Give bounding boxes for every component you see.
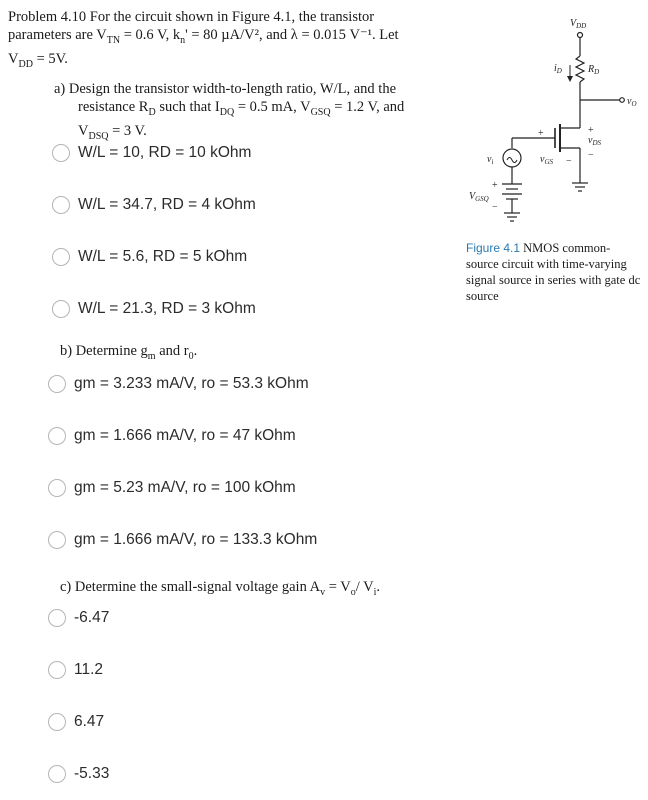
problem-text-2c: ' = 80 µA/V², and λ = 0.015 V⁻¹. Let [185, 27, 399, 43]
problem-line-3 [8, 50, 448, 74]
part-c-text-a: c) Determine the small-signal voltage gain A [60, 579, 321, 595]
figure-caption [466, 240, 641, 304]
option-label: 11.2 [74, 661, 104, 678]
part-b-option-4[interactable] [48, 531, 317, 549]
radio-button[interactable] [48, 375, 66, 393]
radio-button[interactable] [48, 661, 66, 679]
part-a-text-3b: = 3 V. [108, 122, 147, 139]
radio-button[interactable] [52, 144, 70, 162]
vdd-terminal [578, 33, 583, 38]
signal-source-vi [503, 149, 521, 167]
figure-number: Figure 4.1 [466, 241, 521, 255]
part-b-option-2[interactable] [48, 427, 296, 445]
option-label: W/L = 10, RD = 10 kOhm [78, 144, 252, 161]
part-c-text-d: . [376, 579, 381, 595]
vdsq-subscript: DSQ [88, 130, 109, 142]
part-c-option-1[interactable] [48, 609, 109, 627]
radio-button[interactable] [48, 765, 66, 783]
problem-text-2a: parameters are V [8, 27, 107, 43]
part-a-line-1: a) Design the transistor width-to-length ratio, W/L, and the [54, 81, 397, 97]
vo-terminal [620, 98, 625, 103]
part-a-option-2[interactable] [52, 196, 256, 214]
problem-statement [8, 8, 448, 74]
problem-line-2 [8, 26, 448, 50]
part-a-line-3 [54, 122, 454, 146]
part-b-text-c: . [193, 343, 198, 359]
part-a-text-2b: such that I [155, 99, 220, 115]
part-a-option-4[interactable] [52, 300, 256, 318]
vgs-label: $v_{GS}$ [540, 154, 554, 166]
option-label: -6.47 [74, 609, 110, 626]
av-subscript: v [320, 586, 326, 598]
option-label: W/L = 21.3, RD = 3 kOhm [78, 300, 256, 317]
radio-button[interactable] [48, 713, 66, 731]
part-a-text-2c: = 0.5 mA, V [234, 99, 311, 115]
option-label: 6.47 [74, 713, 105, 730]
vo-label: $v_O$ [627, 96, 637, 108]
part-a-option-3[interactable] [52, 248, 247, 266]
option-label: gm = 1.666 mA/V, ro = 133.3 kOhm [74, 531, 318, 548]
radio-button[interactable] [52, 196, 70, 214]
problem-text-2b: = 0.6 V, k [120, 27, 181, 43]
vdd-subscript: DD [18, 58, 33, 70]
option-label: -5.33 [74, 765, 110, 782]
radio-button[interactable] [52, 300, 70, 318]
vi-subscript: i [373, 586, 377, 598]
vtn-subscript: TN [106, 34, 121, 46]
vds-plus: + [588, 125, 594, 136]
vgsq-subscript: GSQ [310, 106, 331, 118]
vgs-plus: + [538, 128, 544, 139]
part-b-option-1[interactable] [48, 375, 309, 393]
part-b-question [60, 342, 197, 366]
option-label: gm = 3.233 mA/V, ro = 53.3 kOhm [74, 375, 309, 392]
idq-subscript: DQ [219, 106, 235, 118]
kn-subscript: n [180, 34, 186, 46]
part-c-text-b: = V [325, 579, 351, 595]
radio-button[interactable] [48, 609, 66, 627]
part-c-text-c: / V [355, 579, 374, 595]
vo-subscript: o [350, 586, 356, 598]
problem-text-3a: V [8, 50, 19, 67]
id-arrow [567, 76, 573, 82]
vgs-minus: − [566, 156, 572, 167]
vgsq-minus: − [492, 202, 498, 213]
part-a-line-2 [54, 98, 454, 122]
option-label: W/L = 5.6, RD = 5 kOhm [78, 248, 248, 265]
radio-button[interactable] [48, 531, 66, 549]
problem-text-1: Problem 4.10 For the circuit shown in Figure 4.1, the transistor [8, 9, 375, 25]
nmos-circuit-diagram [462, 8, 642, 233]
part-b-option-3[interactable] [48, 479, 296, 497]
part-c-option-3[interactable] [48, 713, 104, 731]
part-b-text-b: and r [155, 343, 189, 359]
rd-resistor [576, 56, 584, 82]
option-label: gm = 1.666 mA/V, ro = 47 kOhm [74, 427, 296, 444]
part-c-option-4[interactable] [48, 765, 109, 783]
vgsq-plus: + [492, 180, 498, 191]
part-a-text-2d: = 1.2 V, and [330, 99, 405, 115]
part-c-question [60, 578, 380, 602]
part-b-text-a: b) Determine g [60, 343, 148, 359]
vds-label: $v_{DS}$ [588, 135, 602, 147]
radio-button[interactable] [48, 479, 66, 497]
problem-text-3b: = 5V. [32, 50, 68, 67]
radio-button[interactable] [52, 248, 70, 266]
rd-label: $R_D$ [588, 64, 600, 76]
part-a-option-1[interactable] [52, 144, 251, 162]
gm-subscript: m [147, 350, 156, 362]
option-label: gm = 5.23 mA/V, ro = 100 kOhm [74, 479, 296, 496]
vi-label: $v_i$ [487, 154, 494, 166]
vdd-label: $V_{DD}$ [570, 18, 587, 30]
ro-subscript: 0 [188, 350, 194, 362]
option-label: W/L = 34.7, RD = 4 kOhm [78, 196, 256, 213]
part-c-option-2[interactable] [48, 661, 103, 679]
problem-line-1 [8, 8, 448, 26]
part-a-text-2a: resistance R [78, 99, 149, 115]
part-a-text-3a: V [78, 122, 89, 139]
vds-minus: − [588, 150, 594, 161]
rd-subscript: D [148, 106, 156, 118]
id-label: $i_D$ [554, 63, 562, 75]
vgsq-label: $V_{GSQ}$ [469, 191, 489, 203]
radio-button[interactable] [48, 427, 66, 445]
figure-caption-text: NMOS common-source circuit with time-varying signal source in series with gate dc source [466, 241, 641, 303]
part-a-question [54, 80, 454, 146]
